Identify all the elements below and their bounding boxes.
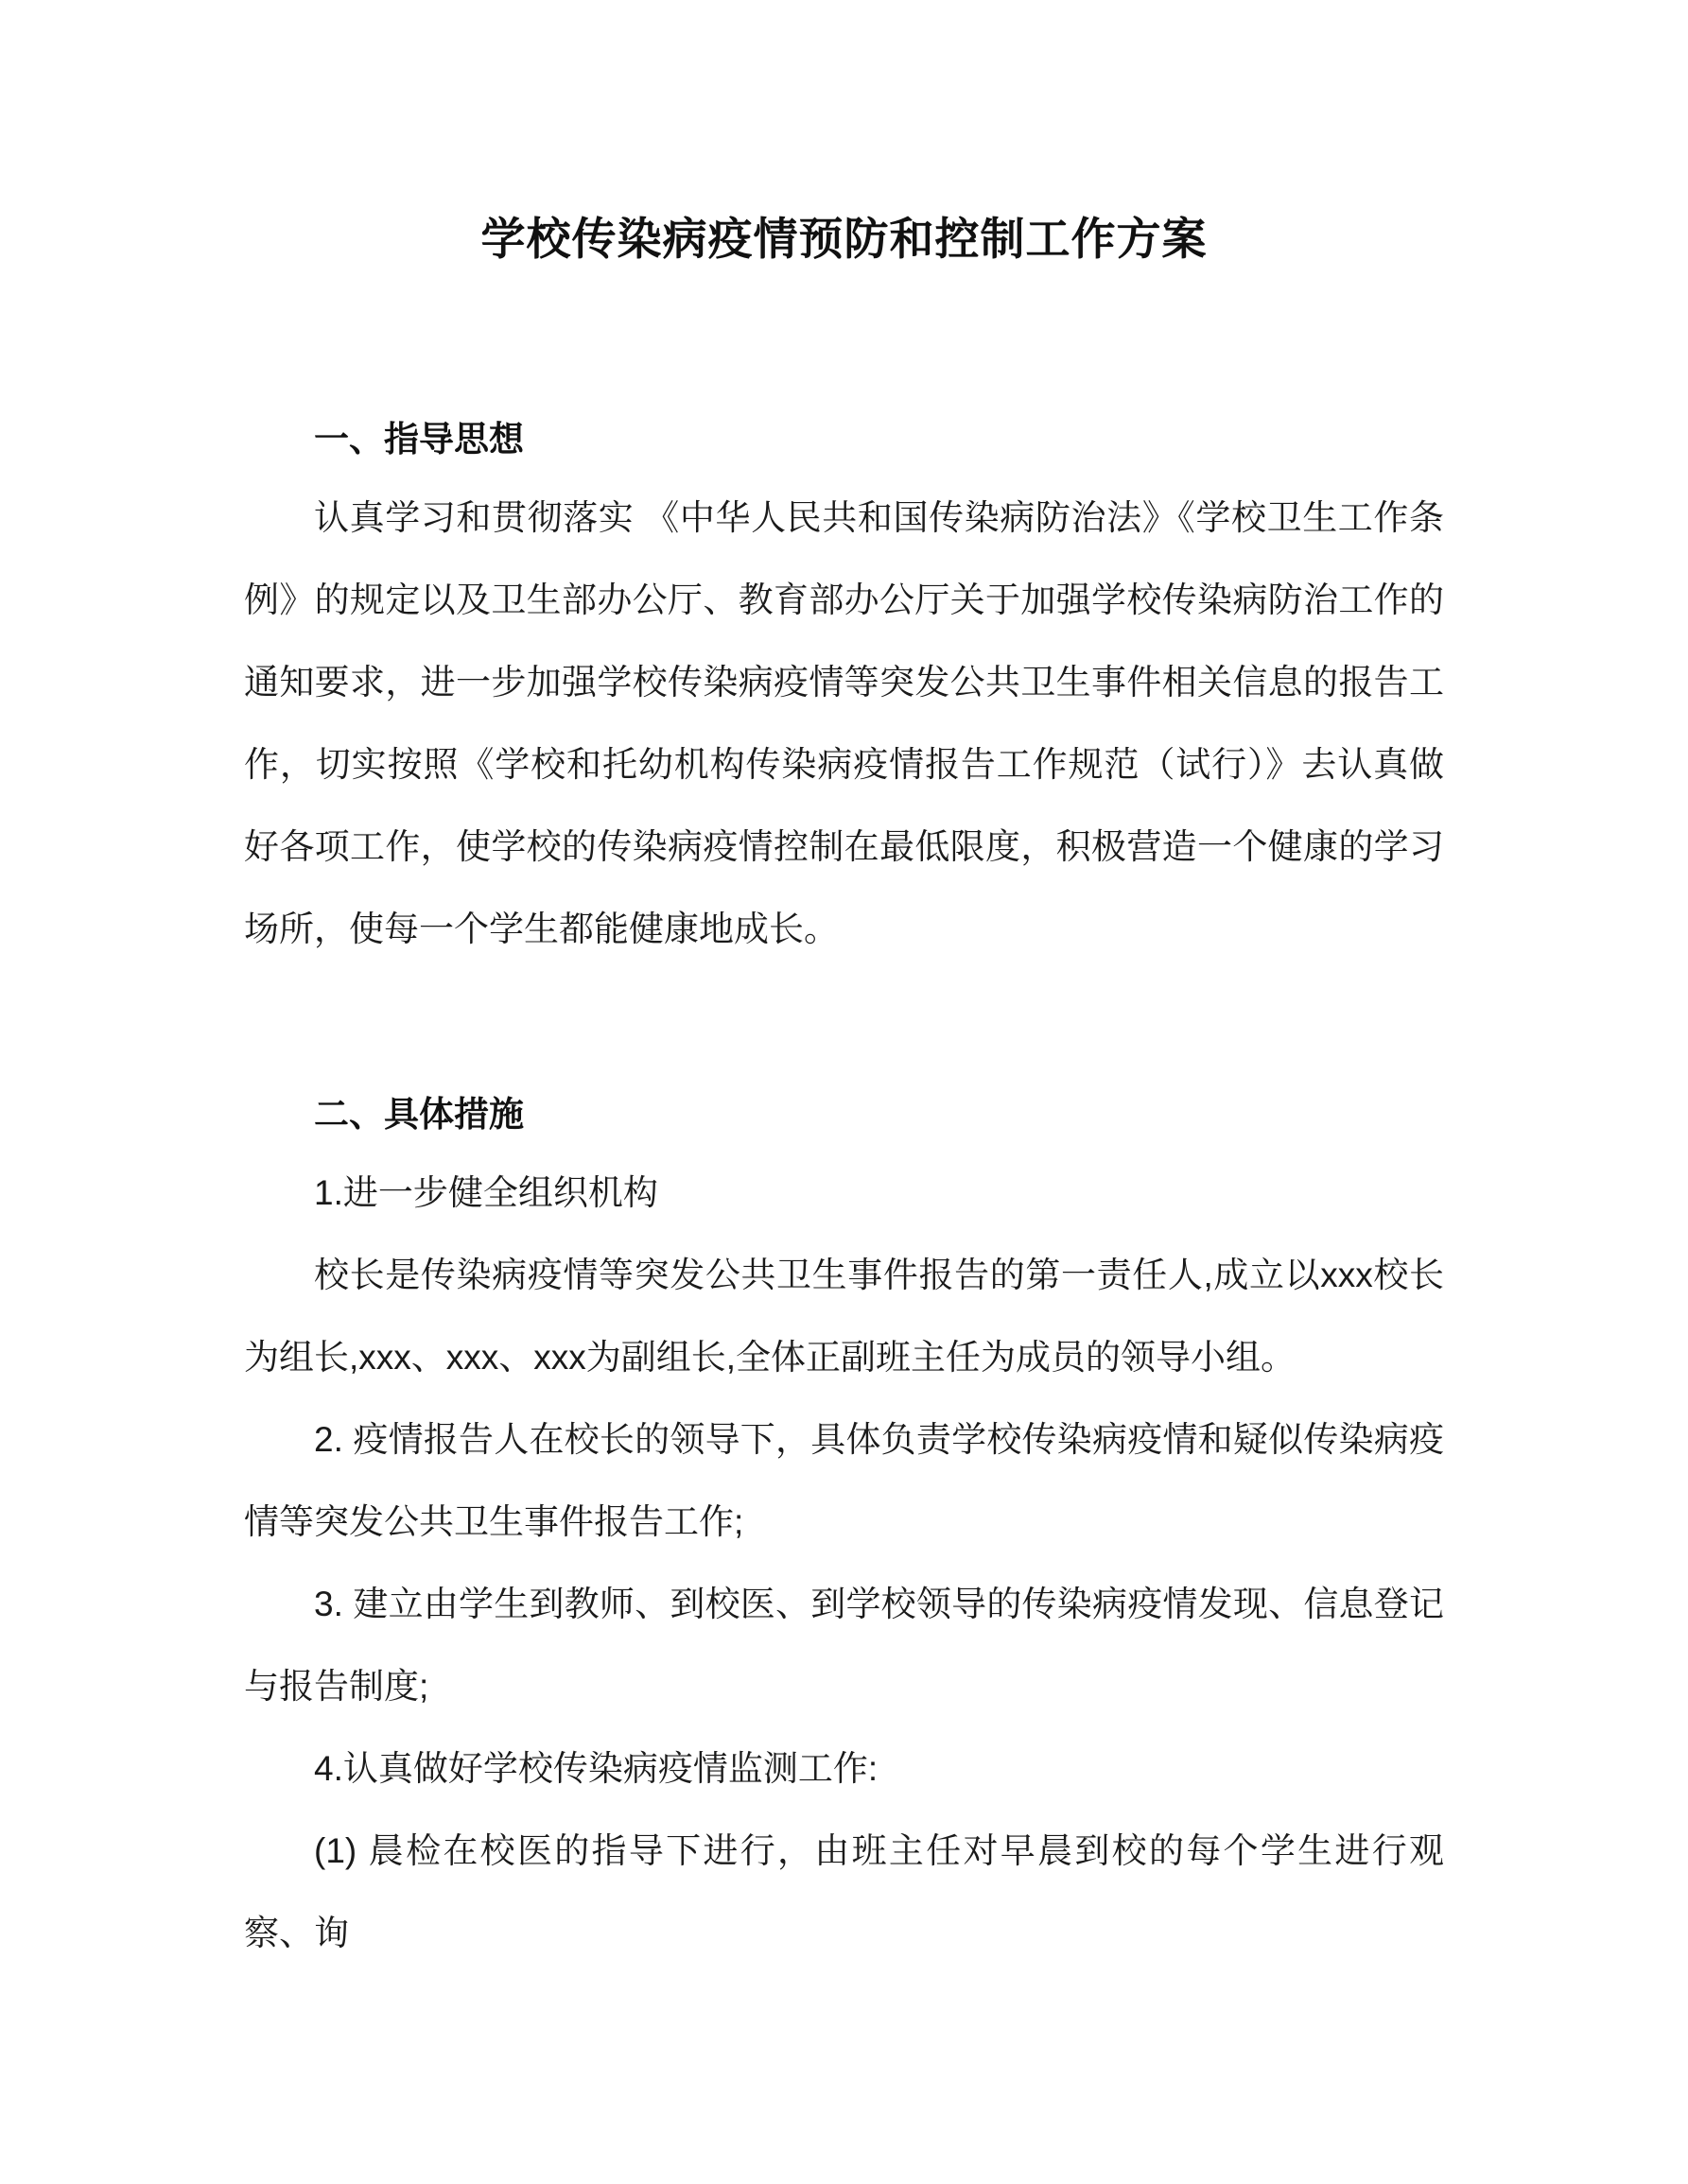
paragraph-measure-4: 4.认真做好学校传染病疫情监测工作:	[314, 1748, 879, 1788]
paragraph-guiding-ideology: 认真学习和贯彻落实 《中华人民共和国传染病防治法》《学校卫生工作条例》的规定以及卫生部办公厅、教育部办公厅关于加强学校传染病防治工作的通知要求，进一步加强学校传染病疫情等突发公共卫生事件相关信息的报告工作，切实按照《学校和托幼机构传染病疫情报告工作规范（试行）》去认真做好各项工作，使学校的传染病疫情控制在最低限度，积极营造一个健康的学习场所，使每一个学生都能健康地成长。	[244, 498, 1444, 949]
paragraph-measure-1-body: 校长是传染病疫情等突发公共卫生事件报告的第一责任人,成立以xxx校长为组长,xxx、xxx、xxx为副组长,全体正副班主任为成员的领导小组。	[244, 1256, 1444, 1378]
paragraph-measure-3: 3. 建立由学生到教师、到校医、到学校领导的传染病疫情发现、信息登记与报告制度;	[244, 1584, 1444, 1706]
section-heading-specific-measures: 二、具体措施	[314, 1095, 524, 1135]
paragraph-measure-2: 2. 疫情报告人在校长的领导下，具体负责学校传染病疫情和疑似传染病疫情等突发公共卫生事件报告工作;	[244, 1420, 1444, 1541]
paragraph-measure-1-title: 1.进一步健全组织机构	[314, 1173, 658, 1213]
paragraph-measure-4-item-1: (1) 晨检在校医的指导下进行，由班主任对早晨到校的每个学生进行观察、询	[244, 1830, 1444, 1952]
document-title: 学校传染病疫情预防和控制工作方案	[480, 214, 1208, 264]
section-heading-guiding-ideology: 一、指导思想	[314, 420, 524, 459]
